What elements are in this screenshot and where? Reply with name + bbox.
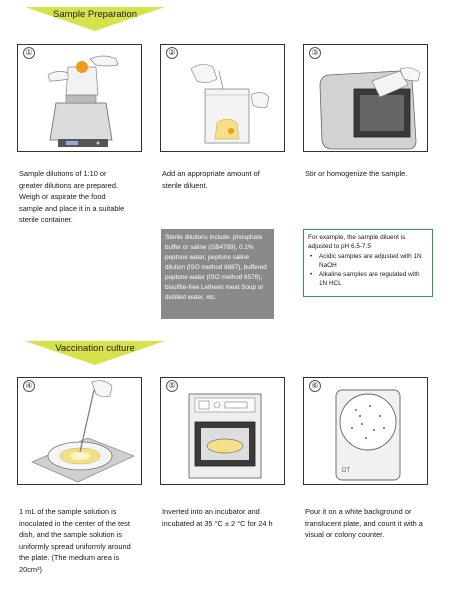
step-5-illustration (160, 377, 285, 485)
ph-note-intro: For example, the sample diluent is adjusted to pH 6.5-7.5 (308, 234, 406, 250)
ph-note-list (308, 252, 428, 288)
step-2-description: Add an appropriate amount of sterile diluent. (162, 169, 260, 190)
step-4-description: 1 mL of the sample solution is inoculated in the center of the test dish, and the sample solution is uniformly spread uniformly around the plate. (The medium area is 20cm²) (19, 507, 131, 574)
section-title-sample-preparation: Sample Preparation (53, 9, 137, 20)
step-number-2: ② (166, 47, 178, 59)
step-number-3: ③ (309, 47, 321, 59)
colony-plate-icon (304, 378, 428, 485)
step-number-4: ④ (23, 380, 35, 392)
svg-text:DT: DT (342, 468, 350, 474)
gloved-hand-icon (90, 56, 118, 66)
gloved-hand-icon (92, 381, 112, 397)
step-number-6: ⑥ (309, 380, 321, 392)
sample-bag-icon (161, 45, 285, 152)
step-6-illustration (303, 377, 428, 485)
section-banner-sample-preparation (25, 6, 165, 26)
section-banner-vaccination-culture (25, 340, 165, 360)
step-number-5: ⑤ (166, 380, 178, 392)
homogenizer-icon (304, 45, 428, 152)
gloved-hand-right-icon (251, 92, 269, 107)
petri-dish-icon (207, 439, 243, 453)
step-5-description: Inverted into an incubator and incubated at 35 °C ± 2 °C for 24 h (162, 507, 273, 528)
section-title-vaccination-culture: Vaccination culture (55, 343, 135, 354)
food-sample-icon (76, 61, 88, 73)
diluent-note: Sterile dilutions include: phosphate buffer or saline (GB4789), 0.1% peptone water, peptone saline dilution (ISO method 6887), buffered peptone water (ISO method 6579), bisulfite-free Letheen meat Soup or distilled water, etc. (161, 229, 274, 319)
step-1-description: Sample dilutions of 1:10 or greater dilutions are prepared. Weigh or aspirate the food sample and place it in a suitable sterile container. (19, 169, 125, 225)
pipette-plate-icon (18, 378, 142, 485)
step-2-illustration (160, 44, 285, 152)
step-number-1: ① (23, 47, 35, 59)
ph-adjustment-note (303, 229, 433, 297)
ph-note-item-alkaline: • Alkaline samples are regulated with 1N HCL (308, 270, 428, 288)
step-3-description: Stir or homogenize the sample. (305, 169, 408, 178)
ph-note-item-acidic: • Acidic samples are adjusted with 1N NaOH (308, 252, 428, 270)
step-4-illustration (17, 377, 142, 485)
gloved-hand-left-icon (191, 64, 217, 82)
incubator-icon (161, 378, 285, 485)
step-1-illustration (17, 44, 142, 152)
step-3-illustration (303, 44, 428, 152)
step-6-description: Pour it on a white background or translucent plate, and count it with a visual or colony counter. (305, 507, 423, 540)
scale-icon (18, 45, 142, 152)
